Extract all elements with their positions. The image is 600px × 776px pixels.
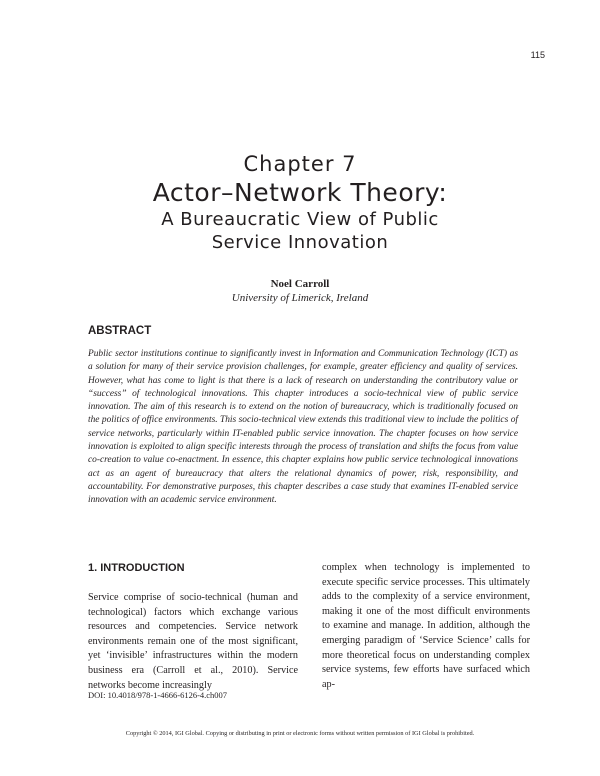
copyright-footer: Copyright © 2014, IGI Global. Copying or distributing in print or electronic forms without written permission of IGI Global is prohibited.	[125, 730, 475, 737]
chapter-subtitle-line-1: A Bureaucratic View of Public	[161, 209, 439, 230]
introduction-heading: 1. INTRODUCTION	[88, 562, 185, 574]
chapter-subtitle	[0, 208, 600, 254]
doi-line: DOI: 10.4018/978-1-4666-6126-4.ch007	[88, 690, 228, 700]
abstract-heading: ABSTRACT	[88, 325, 152, 337]
author-name: Noel Carroll	[270, 278, 330, 290]
chapter-label: Chapter 7	[243, 152, 357, 176]
page-number: 115	[530, 50, 545, 60]
introduction-left-column: Service comprise of socio-technical (human and technological) factors which exchange various resources and competencies. Service network environments remain one of the most significant, yet ‘invisible’ infrastructures within the modern business era (Carroll et al., 2010). Service networks become increasingly	[88, 592, 298, 691]
chapter-subtitle-line-2: Service Innovation	[211, 232, 389, 253]
author-affiliation: University of Limerick, Ireland	[231, 292, 369, 304]
introduction-right-column: complex when technology is implemented to execute specific service processes. This ultimately adds to the complexity of a service environment, making it one of the most difficult environments to examine and manage. In addition, although the emerging paradigm of ‘Service Science’ calls for more theoretical focus on understanding complex service systems, few efforts have surfaced which ap-	[322, 562, 530, 690]
abstract-body: Public sector institutions continue to significantly invest in Information and Communication Technology (ICT) as a solution for many of their service provision challenges, for example, greater efficiency and quality of services. However, what has come to light is that there is a lack of research on understanding the contributory value or “success” of technological innovations. This chapter introduces a socio-technical view of public service innovation. The aim of this research is to extend on the notion of bureaucracy, which is traditionally focused on the politics of office environments. This socio-technical view extends this traditional view to include the politics of service networks, particularly within IT-enabled public service innovation. The chapter focuses on how service innovation is exploited to align specific interests through the process of translation and shifts the focus from value co-creation to value co-enactment. In essence, this chapter explains how public service technological innovations act as an agent of bureaucracy that alters the relational dynamics of power, risk, responsibility, and accountability. For demonstrative purposes, this chapter describes a case study that examines IT-enabled service innovation with an academic service environment.	[88, 349, 518, 506]
chapter-title: Actor–Network Theory:	[152, 178, 448, 207]
